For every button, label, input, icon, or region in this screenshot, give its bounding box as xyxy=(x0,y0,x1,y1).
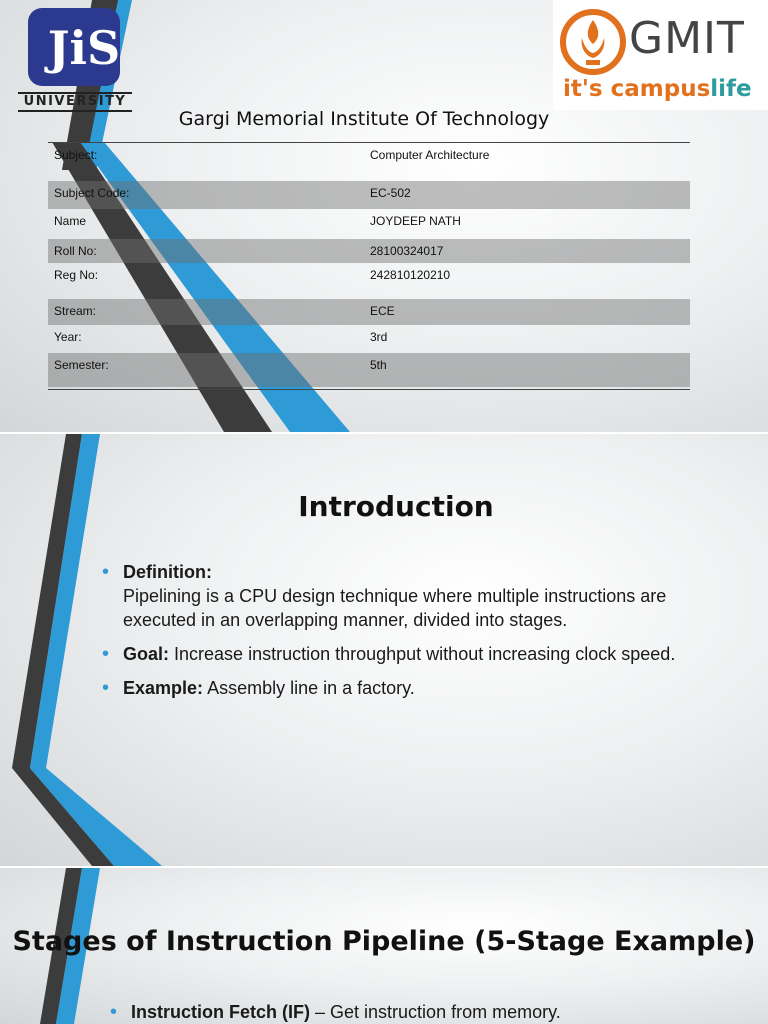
table-cell-label: Subject: xyxy=(54,148,98,162)
gmit-emblem-icon xyxy=(558,8,628,76)
gmit-tagline: it's campuslife xyxy=(563,76,752,102)
table-cell-value: 3rd xyxy=(370,330,388,344)
table-row xyxy=(48,299,690,325)
list-item: • Definition: Pipelining is a CPU design technique where multiple instructions are executed in an overlapping manner, divided into stages. xyxy=(102,561,667,630)
table-cell-value: 28100324017 xyxy=(370,244,444,258)
table-row xyxy=(48,143,690,173)
gmit-logo-name: GMIT xyxy=(629,13,745,64)
table-cell-label: Roll No: xyxy=(54,244,97,258)
student-info-table xyxy=(48,142,690,390)
list-item: • Example: Assembly line in a factory. xyxy=(102,677,415,699)
table-row xyxy=(48,325,690,353)
bullet-list xyxy=(110,1000,750,1024)
table-cell-value: Computer Architecture xyxy=(370,148,490,162)
table-cell-value: 242810120210 xyxy=(370,268,451,282)
list-item: • Goal: Increase instruction throughput without increasing clock speed. xyxy=(102,643,676,665)
table-row xyxy=(48,353,690,387)
table-cell-label: Year: xyxy=(54,330,82,344)
table-row xyxy=(48,263,690,291)
slide-title: Introduction xyxy=(298,490,494,523)
institute-title: Gargi Memorial Institute Of Technology xyxy=(178,108,550,130)
title-slide xyxy=(0,0,768,432)
bullet-icon: • xyxy=(102,677,110,699)
table-row xyxy=(48,209,690,235)
jis-university-logo xyxy=(18,6,134,110)
slide-title: Stages of Instruction Pipeline (5-Stage Example) xyxy=(12,926,756,957)
bullet-list xyxy=(102,560,742,700)
table-cell-label: Stream: xyxy=(54,304,97,318)
bullet-icon: • xyxy=(102,643,110,665)
gmit-logo xyxy=(553,0,768,110)
table-cell-label: Name xyxy=(54,214,87,228)
bullet-icon: • xyxy=(102,561,110,583)
table-cell-value: JOYDEEP NATH xyxy=(370,214,461,228)
table-cell-value: 5th xyxy=(370,358,387,372)
table-cell-value: ECE xyxy=(370,304,395,318)
table-row xyxy=(48,181,690,209)
table-row xyxy=(48,239,690,263)
bullet-icon: • xyxy=(110,1001,118,1023)
jis-logo-mark: JiS xyxy=(28,8,120,86)
jis-logo-word: UNIVERSITY xyxy=(23,94,127,109)
table-cell-value: EC-502 xyxy=(370,186,411,200)
table-cell-label: Semester: xyxy=(54,358,109,372)
list-item: • Instruction Fetch (IF) – Get instruction from memory. xyxy=(110,1001,561,1023)
table-cell-label: Reg No: xyxy=(54,268,99,282)
table-cell-label: Subject Code: xyxy=(54,186,130,200)
